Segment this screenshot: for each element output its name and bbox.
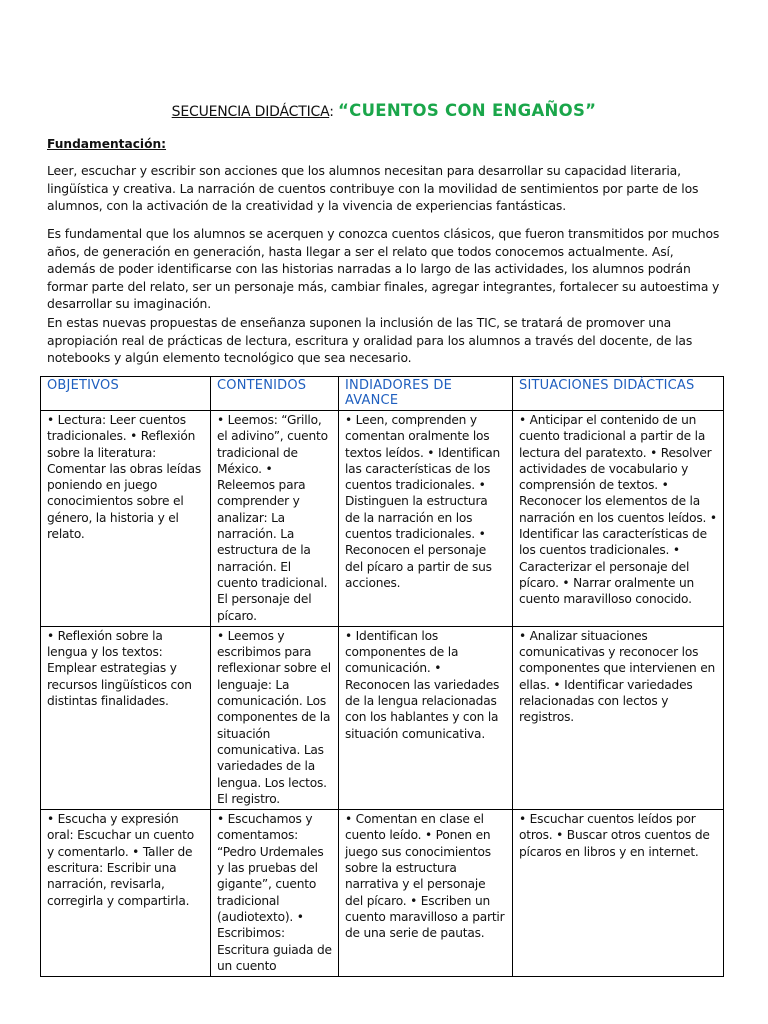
table-row bbox=[41, 626, 724, 809]
table-cell: • Analizar situaciones comunicativas y reconocer los componentes que intervienen en ellas. • Identificar variedades relacionadas con lectos y registros. bbox=[513, 626, 724, 809]
table-cell: • Leemos y escribimos para reflexionar sobre el lenguaje: La comunicación. Los componentes de la situación comunicativa. Las variedades de la lengua. Los lectos. El registro. bbox=[211, 626, 339, 809]
table-cell: • Identifican los componentes de la comunicación. • Reconocen las variedades de la lengua relacionadas con los hablantes y con la situación comunicativa. bbox=[339, 626, 513, 809]
header-contenidos: CONTENIDOS bbox=[211, 377, 339, 411]
title-separator: : bbox=[329, 104, 334, 120]
header-situaciones: SITUACIONES DIDÁCTICAS bbox=[513, 377, 724, 411]
table-row bbox=[41, 810, 724, 977]
table-cell: • Lectura: Leer cuentos tradicionales. • Reflexión sobre la literatura: Comentar las obras leídas poniendo en juego conocimientos sobre el género, la historia y el relato. bbox=[41, 411, 211, 627]
section-heading: Fundamentación: bbox=[47, 137, 167, 151]
header-indicadores: INDIADORES DE AVANCE bbox=[339, 377, 513, 411]
title-label: SECUENCIA DIDÁCTICA bbox=[171, 104, 330, 120]
document-title bbox=[0, 101, 768, 120]
paragraph-2: Es fundamental que los alumnos se acerquen y conozca cuentos clásicos, que fueron transmitidos por muchos años, de generación en generación, hasta llegar a ser el relato que todos conocemos actualmente. Así, además de poder identificarse con las historias narradas a lo largo de las actividades, los alumnos podrán formar parte del relato, ser un personaje más, cambiar finales, agregar integrantes, fortalecer su autoestima y desarrollar su imaginación. bbox=[47, 226, 720, 311]
didactic-table bbox=[40, 376, 724, 977]
table-cell: • Comentan en clase el cuento leído. • Ponen en juego sus conocimientos sobre la estructura narrativa y el personaje del pícaro. • Escriben un cuento maravilloso a partir de una serie de pautas. bbox=[339, 810, 513, 977]
table-row bbox=[41, 411, 724, 627]
header-objetivos: OBJETIVOS bbox=[41, 377, 211, 411]
table-cell: • Escuchar cuentos leídos por otros. • Buscar otros cuentos de pícaros en libros y en internet. bbox=[513, 810, 724, 977]
table-cell: • Leemos: “Grillo, el adivino”, cuento tradicional de México. • Releemos para comprender y analizar: La narración. La estructura de la narración. El cuento tradicional. El personaje del pícaro. bbox=[211, 411, 339, 627]
table-cell: • Anticipar el contenido de un cuento tradicional a partir de la lectura del paratexto. • Resolver actividades de vocabulario y comprensión de textos. • Reconocer los elementos de la narración en los cuentos leídos. • Identificar las características de los cuentos tradicionales. • Caracterizar el personaje del pícaro. • Narrar oralmente un cuento maravilloso conocido. bbox=[513, 411, 724, 627]
title-main: “CUENTOS CON ENGAÑOS” bbox=[338, 101, 597, 120]
table-cell: • Escucha y expresión oral: Escuchar un cuento y comentarlo. • Taller de escritura: Escribir una narración, revisarla, corregirla y compartirla. bbox=[41, 810, 211, 977]
table-header-row bbox=[41, 377, 724, 411]
table-cell: • Reflexión sobre la lengua y los textos: Emplear estrategias y recursos lingüísticos con distintas finalidades. bbox=[41, 626, 211, 809]
paragraph-1: Leer, escuchar y escribir son acciones que los alumnos necesitan para desarrollar su capacidad literaria, lingüística y creativa. La narración de cuentos contribuye con la movilidad de sentimientos por parte de los alumnos, con la activación de la creatividad y la vivencia de experiencias fantásticas. bbox=[47, 163, 699, 213]
table-cell: • Leen, comprenden y comentan oralmente los textos leídos. • Identifican las características de los cuentos tradicionales. • Distinguen la estructura de la narración en los cuentos tradicionales. • Reconocen el personaje del pícaro a partir de sus acciones. bbox=[339, 411, 513, 627]
table-cell: • Escuchamos y comentamos: “Pedro Urdemales y las pruebas del gigante”, cuento tradicional (audiotexto). • Escribimos: Escritura guiada de un cuento bbox=[211, 810, 339, 977]
paragraph-3: En estas nuevas propuestas de enseñanza suponen la inclusión de las TIC, se tratará de promover una apropiación real de prácticas de lectura, escritura y oralidad para los alumnos a través del docente, de las notebooks y algún elemento tecnológico que sea necesario. bbox=[47, 315, 693, 365]
